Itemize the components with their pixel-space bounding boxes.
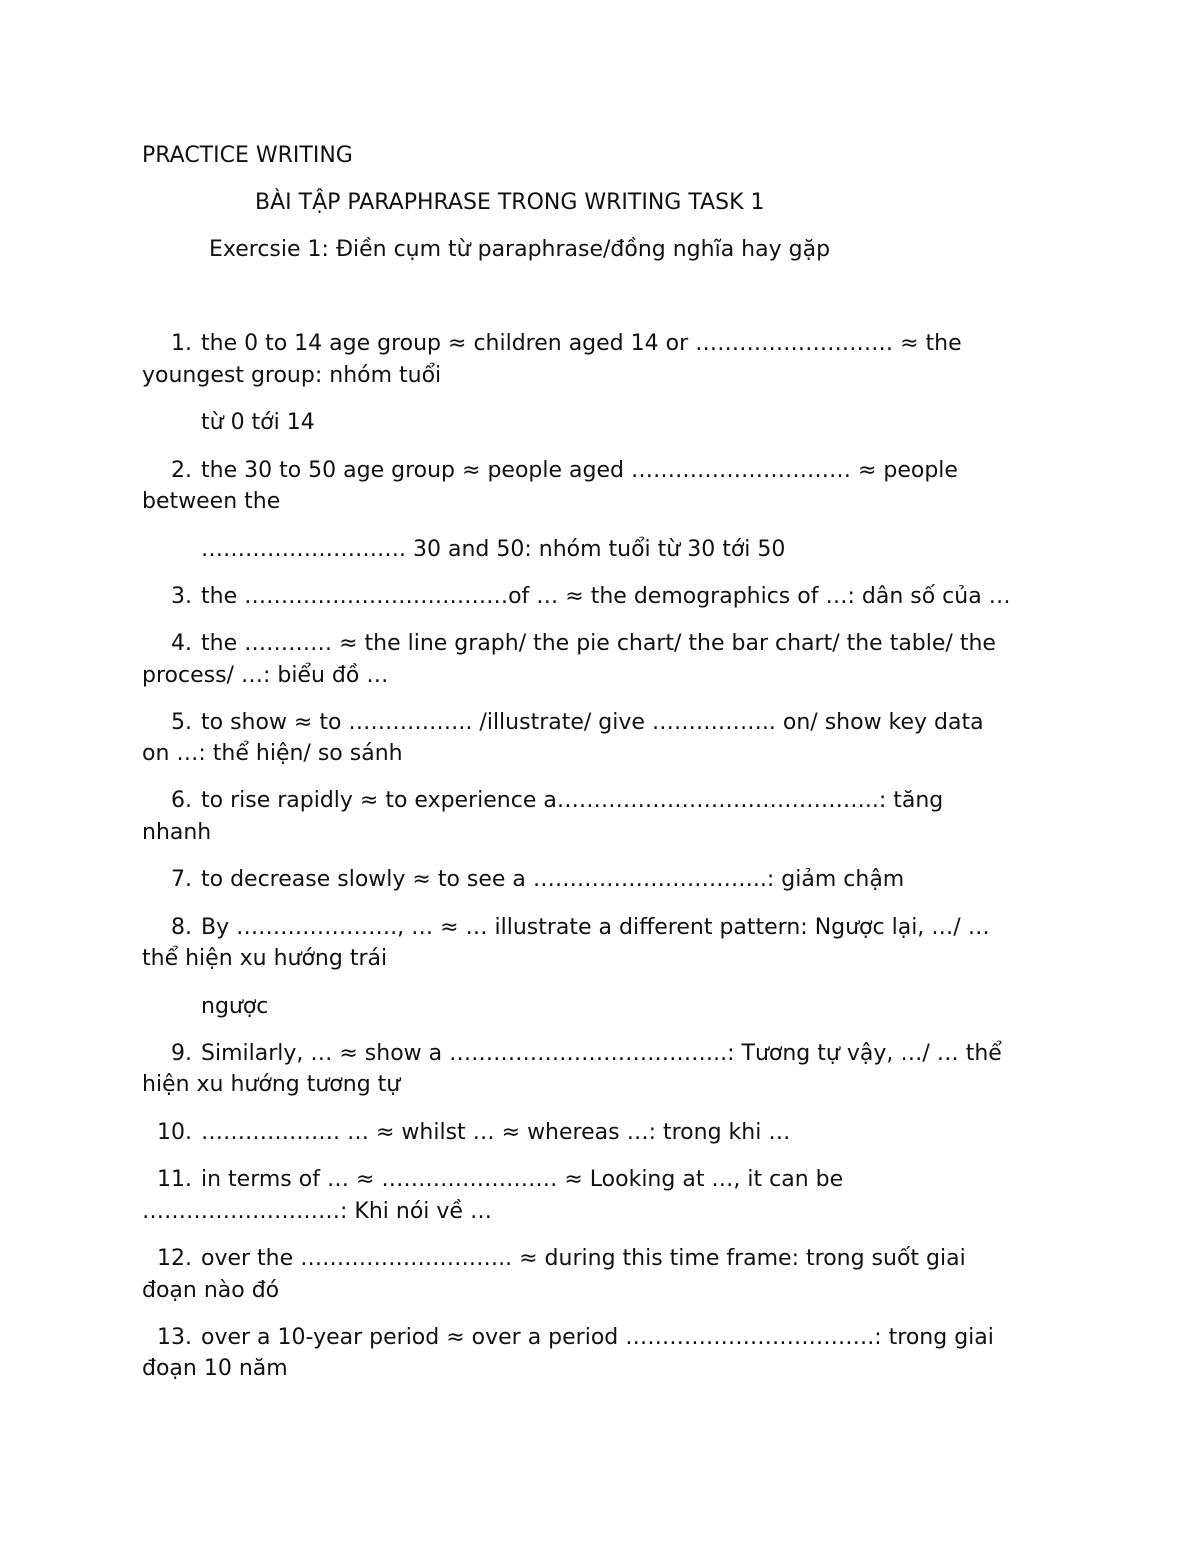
item-number: 3.: [171, 584, 192, 609]
item-number: 11.: [157, 1167, 192, 1192]
list-item-1: [142, 331, 962, 357]
list-item-1-continuation: từ 0 tới 14: [201, 410, 315, 435]
list-item-8-continuation: thể hiện xu hướng trái: [142, 946, 388, 971]
item-number: 2.: [171, 458, 192, 483]
item-number: 4.: [171, 631, 192, 656]
list-item-4-continuation: process/ …: biểu đồ …: [142, 663, 389, 688]
item-text: the ………………………………of … ≈ the demographics of …: dân số của …: [201, 584, 1011, 609]
item-text: ………………. … ≈ whilst … ≈ whereas …: trong khi …: [201, 1120, 791, 1145]
list-item-8: [142, 915, 990, 941]
document-title: PRACTICE WRITING: [142, 143, 353, 168]
item-text: to decrease slowly ≈ to see a …………………………..: giảm chậm: [201, 867, 905, 892]
list-item-13-continuation: đoạn 10 năm: [142, 1356, 288, 1381]
item-text: the 0 to 14 age group ≈ children aged 14 or ……………………… ≈ the: [201, 331, 962, 356]
item-text: over a 10-year period ≈ over a period …………………………….: trong giai: [201, 1325, 994, 1350]
item-text: the ………… ≈ the line graph/ the pie chart/ the bar chart/ the table/ the: [201, 631, 996, 656]
item-number: 13.: [157, 1325, 192, 1350]
item-number: 8.: [171, 915, 192, 940]
list-item-6: [142, 788, 943, 814]
list-item-13: [142, 1325, 994, 1351]
list-item-1-continuation: youngest group: nhóm tuổi: [142, 363, 442, 388]
exercise-heading: Exercsie 1: Điền cụm từ paraphrase/đồng nghĩa hay gặp: [209, 237, 831, 262]
list-item-8-continuation: ngược: [201, 994, 269, 1019]
item-text: over the ……………………….. ≈ during this time frame: trong suốt giai: [201, 1246, 966, 1271]
item-text: the 30 to 50 age group ≈ people aged ………………………… ≈ people: [201, 458, 958, 483]
item-text: to rise rapidly ≈ to experience a……………………………………..: tăng: [201, 788, 944, 813]
item-text: By …………………., … ≈ … illustrate a different pattern: Ngược lại, …/ …: [201, 915, 990, 940]
list-item-7: [142, 867, 904, 893]
list-item-2-continuation: ………………………. 30 and 50: nhóm tuổi từ 30 tới 50: [201, 537, 786, 562]
item-number: 5.: [171, 710, 192, 735]
item-text: Similarly, … ≈ show a ………………………………..: Tương tự vậy, …/ … thể: [201, 1041, 1002, 1066]
list-item-12-continuation: đoạn nào đó: [142, 1278, 280, 1303]
item-number: 12.: [157, 1246, 192, 1271]
list-item-6-continuation: nhanh: [142, 820, 212, 845]
item-number: 6.: [171, 788, 192, 813]
item-number: 7.: [171, 867, 192, 892]
list-item-4: [142, 631, 996, 657]
list-item-5: [142, 710, 984, 736]
list-item-3: [142, 584, 1011, 610]
list-item-2: [142, 458, 958, 484]
list-item-10: [142, 1120, 790, 1146]
item-number: 1.: [171, 331, 192, 356]
item-text: in terms of … ≈ …………………… ≈ Looking at …, it can be: [201, 1167, 844, 1192]
document-subtitle: BÀI TẬP PARAPHRASE TRONG WRITING TASK 1: [255, 190, 765, 215]
item-number: 9.: [171, 1041, 192, 1066]
list-item-12: [142, 1246, 966, 1272]
list-item-2-continuation: between the: [142, 489, 281, 514]
item-number: 10.: [157, 1120, 192, 1145]
list-item-5-continuation: on …: thể hiện/ so sánh: [142, 741, 403, 766]
item-text: to show ≈ to …………….. /illustrate/ give …………….. on/ show key data: [201, 710, 984, 735]
list-item-11: [142, 1167, 843, 1193]
list-item-9: [142, 1041, 1002, 1067]
list-item-9-continuation: hiện xu hướng tương tự: [142, 1072, 401, 1097]
list-item-11-continuation: ………………………: Khi nói về …: [142, 1199, 492, 1224]
